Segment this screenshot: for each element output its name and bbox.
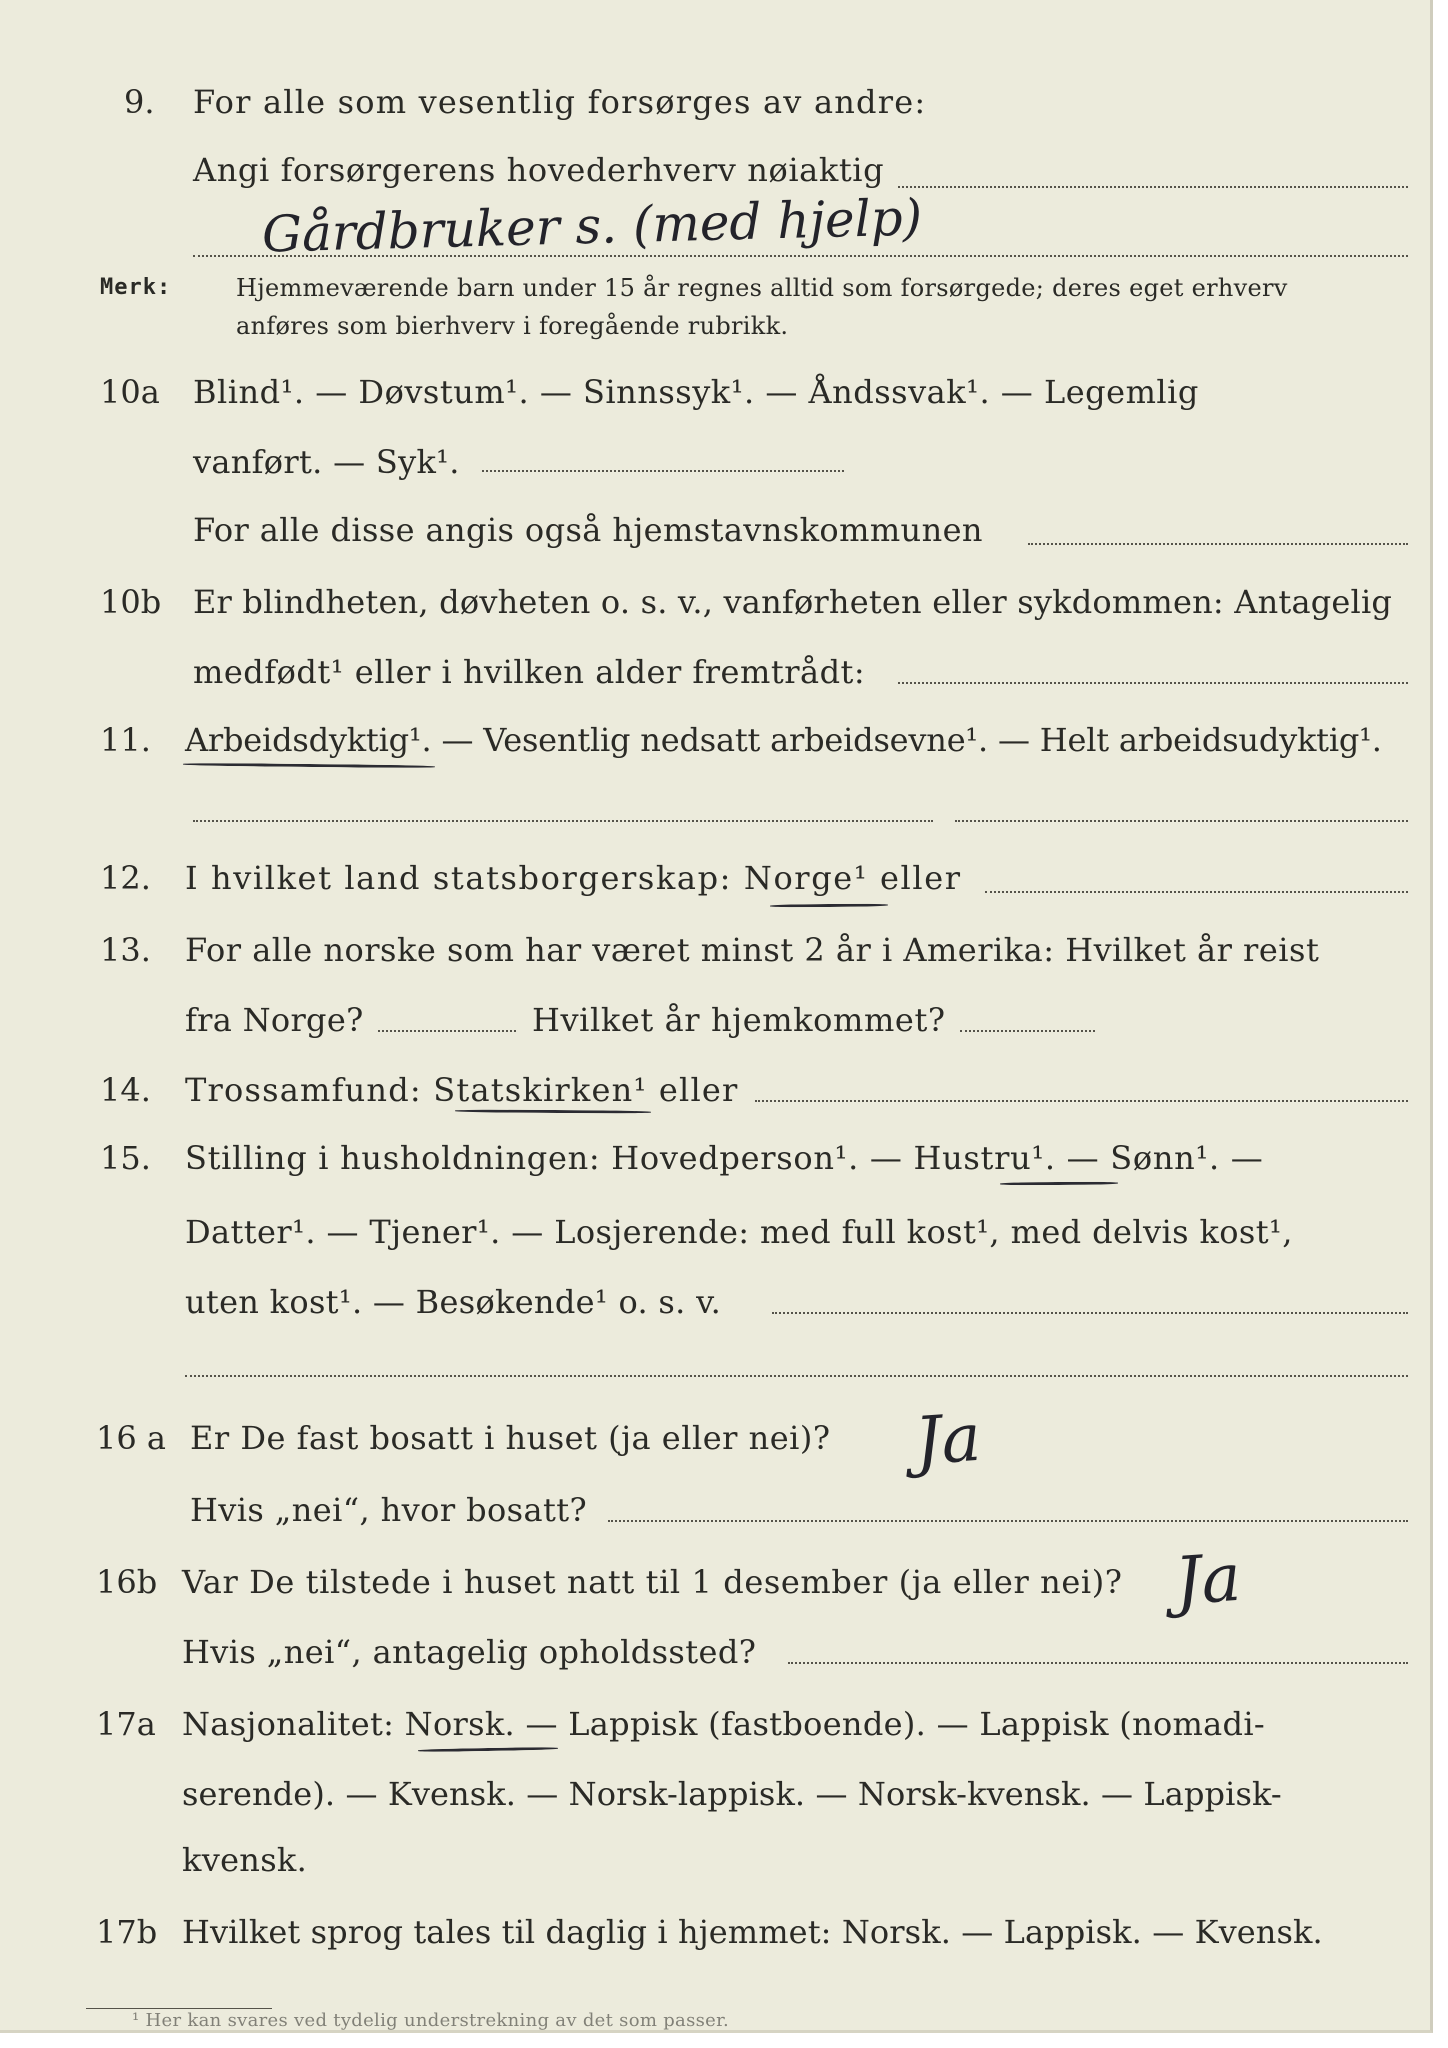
q15-number: 15. <box>100 1139 151 1177</box>
merk-line2: anføres som bierhverv i foregående rubrikk. <box>236 312 789 340</box>
q9-answer-line1 <box>898 186 1408 188</box>
q10b-line1: Er blindheten, døvheten o. s. v., vanførheten eller sykdommen: Antagelig <box>193 583 1393 621</box>
q16b-line2: Hvis „nei“, antagelig opholdssted? <box>182 1633 757 1671</box>
q16b-handwritten-answer: Ja <box>1172 1538 1244 1621</box>
q11-number: 11. <box>100 721 151 759</box>
q10a-number: 10a <box>100 373 160 411</box>
q14-statskirken-underline <box>455 1109 651 1113</box>
q15-hustru-underline <box>1000 1182 1118 1186</box>
q11-answer-line-a <box>193 820 933 822</box>
q15-line3: uten kost¹. — Besøkende¹ o. s. v. <box>185 1283 722 1321</box>
q10b-answer-line <box>898 682 1408 684</box>
footnote-text: ¹ Her kan svares ved tydelig understrekning av det som passer. <box>132 2010 730 2031</box>
q17a-line3: kvensk. <box>182 1841 308 1879</box>
q13-line2b: Hvilket år hjemkommet? <box>532 1001 946 1039</box>
q15-answer-line1 <box>772 1312 1408 1314</box>
q15-answer-line2 <box>185 1375 1408 1377</box>
q17b-number: 17b <box>96 1913 158 1951</box>
q15-line1: Stilling i husholdningen: Hovedperson¹. — Hustru¹. — Sønn¹. — <box>185 1139 1264 1177</box>
q11-line1: Arbeidsdyktig¹. — Vesentlig nedsatt arbeidsevne¹. — Helt arbeidsudyktig¹. <box>185 721 1382 759</box>
q16b-line1: Var De tilstede i huset natt til 1 desember (ja eller nei)? <box>182 1563 1123 1601</box>
q16a-line2: Hvis „nei“, hvor bosatt? <box>190 1491 588 1529</box>
q11-answer-line-b <box>955 820 1408 822</box>
q10a-hjemstavn-line <box>1028 543 1408 545</box>
q16a-handwritten-answer: Ja <box>912 1398 984 1481</box>
q10a-line3: For alle disse angis også hjemstavnskommunen <box>193 511 983 549</box>
footnote-rule <box>86 2008 272 2009</box>
q13-hjemkommet-line <box>960 1030 1095 1032</box>
q13-number: 13. <box>100 931 151 969</box>
q17a-line2: serende). — Kvensk. — Norsk-lappisk. — Norsk-kvensk. — Lappisk- <box>182 1775 1282 1813</box>
q13-reist-line <box>378 1030 516 1032</box>
q9-handwritten-answer: Gårdbruker s. (med hjelp) <box>261 188 923 264</box>
q9-line1: For alle som vesentlig forsørges av andre: <box>193 83 927 121</box>
q10a-syk-line <box>482 470 844 472</box>
q12-answer-line <box>985 891 1408 893</box>
q11-arbeidsdyktig-underline <box>183 763 435 769</box>
q9-number: 9. <box>124 83 155 121</box>
merk-line1: Hjemmeværende barn under 15 år regnes alltid som forsørgede; deres eget erhverv <box>236 274 1288 302</box>
q10a-line1: Blind¹. — Døvstum¹. — Sinnssyk¹. — Åndssvak¹. — Legemlig <box>193 373 1199 411</box>
q17a-line1: Nasjonalitet: Norsk. — Lappisk (fastboende). — Lappisk (nomadi- <box>182 1705 1265 1743</box>
q14-line1: Trossamfund: Statskirken¹ eller <box>185 1071 739 1109</box>
q10b-number: 10b <box>100 583 162 621</box>
q16b-number: 16b <box>96 1563 158 1601</box>
q14-number: 14. <box>100 1071 151 1109</box>
q13-line2a: fra Norge? <box>185 1001 364 1039</box>
q10b-line2: medfødt¹ eller i hvilken alder fremtrådt: <box>193 653 866 691</box>
q12-line1: I hvilket land statsborgerskap: Norge¹ eller <box>185 859 962 897</box>
q16a-line1: Er De fast bosatt i huset (ja eller nei)? <box>190 1419 831 1457</box>
q14-answer-line <box>755 1100 1408 1102</box>
q17b-line1: Hvilket sprog tales til daglig i hjemmet: Norsk. — Lappisk. — Kvensk. <box>182 1913 1323 1951</box>
q13-line1: For alle norske som har været minst 2 år i Amerika: Hvilket år reist <box>185 931 1320 969</box>
q16a-bosatt-line <box>608 1520 1408 1522</box>
q12-norge-underline <box>770 903 888 907</box>
q9-line2: Angi forsørgerens hovederhverv nøiaktig <box>193 151 885 189</box>
q10a-line2: vanført. — Syk¹. <box>193 443 460 481</box>
q9-answer-line2 <box>193 255 1408 257</box>
q17a-number: 17a <box>96 1705 156 1743</box>
q16a-number: 16 a <box>96 1419 166 1457</box>
q12-number: 12. <box>100 859 151 897</box>
q16b-opholdssted-line <box>788 1662 1408 1664</box>
q15-line2: Datter¹. — Tjener¹. — Losjerende: med full kost¹, med delvis kost¹, <box>185 1213 1293 1251</box>
merk-label: Merk: <box>100 275 172 300</box>
q17a-norsk-underline <box>418 1747 558 1752</box>
